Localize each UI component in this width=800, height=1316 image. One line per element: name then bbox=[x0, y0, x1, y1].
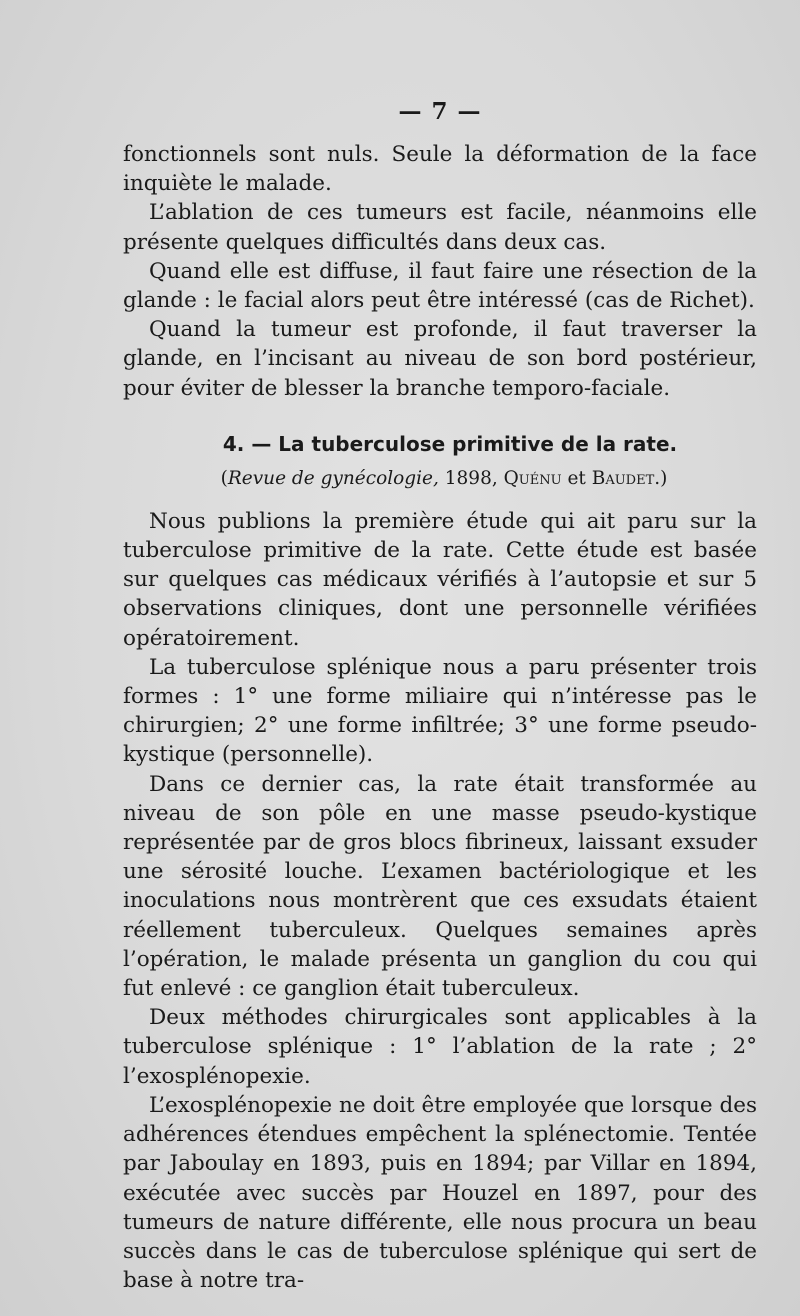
paragraph-dernier-cas: Dans ce dernier cas, la rate était transformée au niveau de son pôle en une masse pseudo-kystique représentée par de gros blocs fibrineux, laissant exsuder une sérosité louche. L’examen bactériologique et les inoculations nous montrèrent que ces exsudats étaient réellement tuberculeux. Quelques semaines après l’opération, le malade présenta un ganglion du cou qui fut enlevé : ce ganglion était tuberculeux. bbox=[123, 771, 757, 1002]
body-text bbox=[123, 140, 757, 1295]
citation-year: 1898, bbox=[438, 467, 504, 489]
citation-journal: Revue de gynécologie, bbox=[227, 467, 439, 489]
paragraph-profonde: Quand la tumeur est profonde, il faut traverser la glande, en l’incisant au niveau de son bord postérieur, pour éviter de blesser la branche temporo-faciale. bbox=[123, 317, 757, 401]
section-citation bbox=[123, 465, 757, 493]
citation-close: .) bbox=[654, 467, 668, 489]
paragraph-methodes: Deux méthodes chirurgicales sont applicables à la tuberculose splénique : 1° l’ablation de la rate ; 2° l’exosplénopexie. bbox=[123, 1005, 757, 1089]
paragraph-exosplenopexie: L’exosplénopexie ne doit être employée que lorsque des adhérences étendues empêchent la splénectomie. Tentée par Jaboulay en 1893, puis en 1894; par Villar en 1894, exécutée avec succès par Houzel en 1897, pour des tumeurs de nature différente, elle nous procura un beau succès dans le cas de tuberculose splénique qui sert de base à notre tra- bbox=[123, 1092, 757, 1294]
paragraph-formes: La tuberculose splénique nous a paru présenter trois formes : 1° une forme miliaire qui n’intéresse pas le chirurgien; 2° une forme infiltrée; 3° une forme pseudo-kystique (personnelle). bbox=[123, 654, 757, 768]
citation-conjunction: et bbox=[561, 467, 592, 489]
paragraph-continued: fonctionnels sont nuls. Seule la déformation de la face inquiète le malade. bbox=[123, 142, 757, 197]
citation-author-2: Baudet bbox=[591, 467, 655, 489]
paragraph-publication: Nous publions la première étude qui ait paru sur la tuberculose primitive de la rate. Cette étude est basée sur quelques cas médicaux vérifiés à l’autopsie et sur 5 observations cliniques, dont une personnelle vérifiées opératoirement. bbox=[123, 508, 757, 651]
citation-open: ( bbox=[220, 467, 228, 489]
page-number: — 7 — bbox=[398, 98, 482, 125]
paragraph-diffuse: Quand elle est diffuse, il faut faire une résection de la glande : le facial alors peut être intéressé (cas de Richet). bbox=[123, 258, 757, 314]
citation-author-1: Quénu bbox=[503, 467, 562, 489]
section-heading: 4. — La tuberculose primitive de la rate. bbox=[222, 431, 678, 456]
paragraph-ablation: L’ablation de ces tumeurs est facile, néanmoins elle présente quelques difficultés dans deux cas. bbox=[123, 200, 757, 255]
